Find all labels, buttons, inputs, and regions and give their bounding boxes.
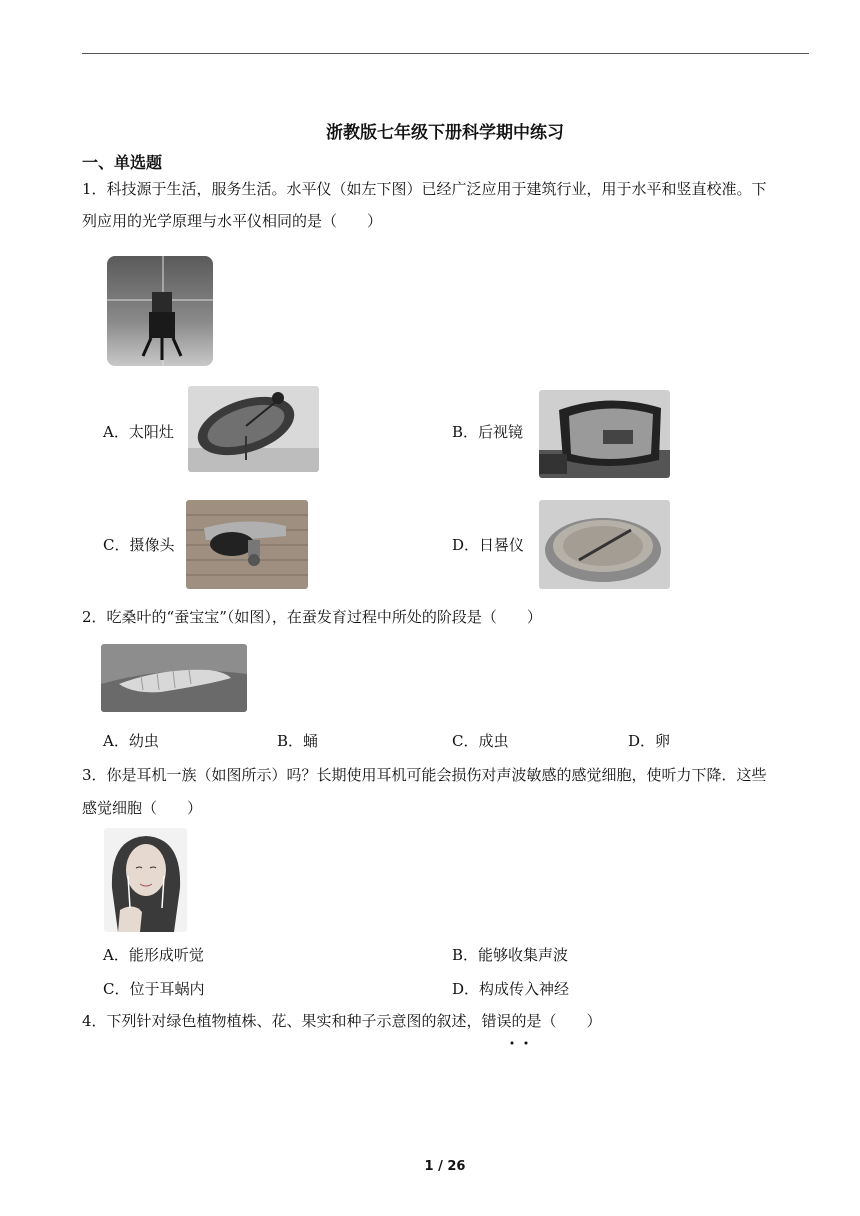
question-4-line-1: 4．下列针对绿色植物植株、花、果实和种子示意图的叙述，错误的是（ ） bbox=[82, 1012, 602, 1030]
option-a[interactable]: A．太阳灶 bbox=[103, 423, 174, 441]
question-3-line-1: 3．你是耳机一族（如图所示）吗？长期使用耳机可能会损伤对声波敏感的感觉细胞，使听力下降．这些 bbox=[82, 766, 767, 784]
option-b[interactable]: B．能够收集声波 bbox=[452, 946, 569, 964]
option-b[interactable]: B．蛹 bbox=[277, 732, 319, 750]
option-d[interactable]: D．日晷仪 bbox=[452, 536, 525, 554]
question-1-line-1: 1．科技源于生活，服务生活。水平仪（如左下图）已经广泛应用于建筑行业，用于水平和竖直校准。下 bbox=[82, 180, 767, 198]
header-rule bbox=[82, 53, 809, 54]
option-d[interactable]: D．构成传入神经 bbox=[452, 980, 570, 998]
option-c[interactable]: C．成虫 bbox=[452, 732, 509, 750]
silkworm-image bbox=[101, 644, 247, 712]
option-a[interactable]: A．能形成听觉 bbox=[103, 946, 204, 964]
earphone-user-image bbox=[104, 828, 187, 932]
option-b[interactable]: B．后视镜 bbox=[452, 423, 524, 441]
document-title: 浙教版七年级下册科学期中练习 bbox=[326, 123, 564, 143]
emphasis-dots bbox=[508, 1031, 532, 1035]
option-d[interactable]: D．卵 bbox=[628, 732, 671, 750]
laser-level-image bbox=[107, 256, 213, 366]
section-heading: 一、单选题 bbox=[82, 153, 163, 172]
camera-image bbox=[186, 500, 308, 589]
question-3-line-2: 感觉细胞（ ） bbox=[82, 799, 203, 817]
option-c[interactable]: C．位于耳蜗内 bbox=[103, 980, 205, 998]
sundial-image bbox=[539, 500, 670, 589]
question-2-line-1: 2．吃桑叶的“蚕宝宝”（如图），在蚕发育过程中所处的阶段是（ ） bbox=[82, 608, 542, 626]
page-number: 1 / 26 bbox=[424, 1159, 466, 1174]
question-1-line-2: 列应用的光学原理与水平仪相同的是（ ） bbox=[82, 212, 383, 230]
solar-cooker-image bbox=[188, 386, 319, 472]
option-a[interactable]: A．幼虫 bbox=[103, 732, 159, 750]
option-c[interactable]: C．摄像头 bbox=[103, 536, 175, 554]
rearview-mirror-image bbox=[539, 390, 670, 478]
